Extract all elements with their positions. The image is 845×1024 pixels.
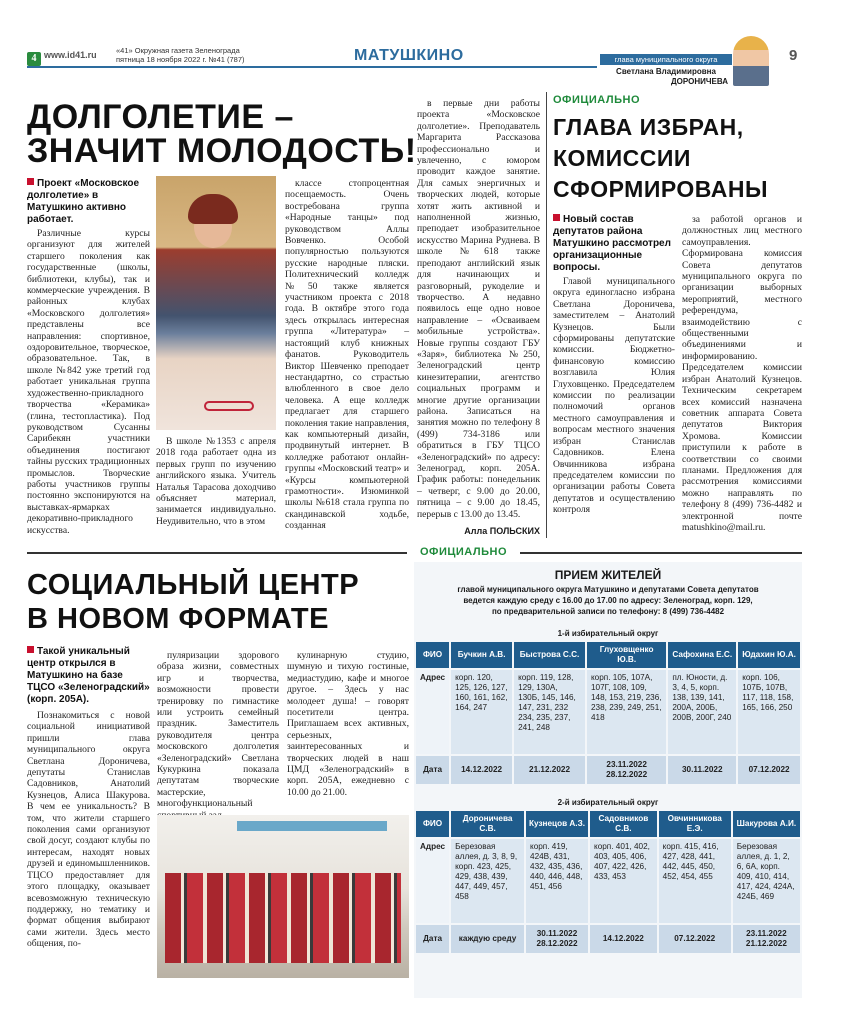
date-cell: каждую среду xyxy=(451,925,524,953)
reception-sub1: главой муниципального округа Матушкино и депутатами Совета депутатов xyxy=(457,585,759,594)
deputy-name: Глуховщенко Ю.В. xyxy=(587,642,666,668)
address-label: Адрес xyxy=(416,670,449,754)
reception-title: ПРИЕМ ЖИТЕЛЕЙ xyxy=(554,568,662,582)
photo-hair xyxy=(188,194,238,224)
article1-col3-text: классе стопроцентная посещаемость. Очень востребована группа «Народные танцы» под руководством Аллы Вовченко. Особой популярностью пользуются русские народные пляски. Политехнический колледж №50 также является участником проекта с 2018 года. В октябре этого года здесь открылась интересная группа «Литература» – настоящий клуб книжных фанатов. Руководитель Виктор Шевченко преподает нестандартно, со страстью влюбленного в свое дело человека. А еще колледж предлагает для старшего поколения такие направления, как компьютерный дизайн, продвинутый интернет. В колледже работают онлайн-группы «Московский театр» и «Курсы компьютерной грамотности». Изюминкой школы №618 стала группа по скандинавской ходьбе, созданная xyxy=(285,178,409,532)
section-rule-left xyxy=(27,552,407,554)
address-cell: корп. 119, 128, 129, 130А, 130Б, 145, 146, 147, 231, 232 234, 235, 237, 241, 248 xyxy=(514,670,585,754)
address-cell: корп. 105, 107А, 107Г, 108, 109, 148, 153, 219, 236, 238, 239, 249, 251, 418 xyxy=(587,670,666,754)
article1-title-line2: ЗНАЧИТ МОЛОДОСТЬ! xyxy=(27,132,417,170)
choir-photo xyxy=(157,815,409,978)
article2-title-line3: СФОРМИРОВАНЫ xyxy=(553,176,768,202)
deputy-name: Бучкин А.В. xyxy=(451,642,512,668)
reception-block xyxy=(414,562,802,998)
table-row xyxy=(416,925,800,953)
date-cell: 23.11.2022 21.12.2022 xyxy=(733,925,800,953)
article3-col2-text: пуляризации здорового образа жизни, совместных игр и творчества, возможности провести тренировку по гимнастике или устроить семейный праздник. Заместитель руководителя центра московского долголетия «Зеленоградский» Светлана Кукуркина показала депутатам творческие мастерские, многофункциональный xyxy=(157,650,279,810)
article2-title-line1: ГЛАВА ИЗБРАН, xyxy=(553,114,744,140)
paper-line-1: «41» Окружная газета Зеленограда xyxy=(116,46,240,55)
date-cell: 23.11.2022 28.12.2022 xyxy=(587,756,666,784)
address-cell: пл. Юности, д. 3, 4, 5, корп. 138, 139, 141, 200А, 200Б, 200В, 200Г, 240 xyxy=(668,670,736,754)
deputy-name: Юдахин Ю.А. xyxy=(738,642,800,668)
article3-col3-text: кулинарную студию, шумную и тихую гостиные, медиастудию, кафе и многое другое. – Здесь у нас молодеет душа! – говорят посетители центра. Приглашаем всех активных, серьезных, заинтересованных и творческих людей в наш ЦМД «Зеленоградский» в корп. 205А, ежедневно с 10.00 до 21.00. xyxy=(287,650,409,798)
table-row xyxy=(416,811,800,837)
deputy-name: Дороничева С.В. xyxy=(451,811,524,837)
article2-col2 xyxy=(682,214,802,538)
district2-table xyxy=(414,809,802,955)
article2-rubric: ОФИЦИАЛЬНО xyxy=(553,94,640,106)
address-cell: Березовая аллея, д. 1, 2, 6, 6А, корп. 409, 410, 414, 417, 424, 424А, 424Б, 469 xyxy=(733,839,800,923)
photo-banner xyxy=(237,821,387,831)
person-box xyxy=(600,54,770,88)
address-label: Адрес xyxy=(416,839,449,923)
person-role: глава муниципального округа xyxy=(600,54,732,65)
date-cell: 07.12.2022 xyxy=(659,925,731,953)
section-title: МАТУШКИНО xyxy=(354,47,464,64)
article2-lead xyxy=(553,214,675,274)
article3-lead-text: Такой уникальный центр открылся в Матушкино на базе ТЦСО «Зеленоградский» (корп. 205А). xyxy=(27,646,150,705)
logo xyxy=(27,48,41,66)
article1-col4-text: в первые дни работы проекта «Московское долголетие». Преподаватель Маргарита Рассказова профессионально и увлеченно, с юмором проводит каждое занятие. Для самых энергичных и творческих людей, которые хотят жить активной и наполненной жизнью, преподает изобразительное искусство Марина Руднева. В школе №618 также преподают английский язык для начинающих и разговорный, рукоделие и творчество. А недавно появилось еще одно новое направление – «Осваиваем мобильные устройства». Новые группы создают ГБУ «Заря», библиотека №250, Зеленоградский центр кинезитерапии, агентство социальных программ и многие другие организации района. Записаться на занятия можно по телефону 8 (499) 734-3186 или обратиться в ГБУ ТЦСО «Зеленоградский» по адресу: Зеленоград, корп. 205А. График работы: понедельник – четверг, с 9.00 до 20.00, пятница – с 9.00 до 18.45, перерыв с 13.00 до 13.45. xyxy=(417,98,540,520)
glasses-icon xyxy=(204,401,254,411)
section-rule-right xyxy=(520,552,802,554)
article1-lead-text: Проект «Московское долголетие» в Матушкино активно работает. xyxy=(27,178,140,225)
table1-caption: 1-й избирательный округ xyxy=(557,629,659,638)
lead-marker-icon xyxy=(553,214,560,221)
table-row xyxy=(416,642,800,668)
address-cell: корп. 419, 424В, 431, 432, 435, 436, 440, 446, 448, 451, 456 xyxy=(526,839,588,923)
address-cell: Березовая аллея, д. 3, 8, 9, корп. 423, 425, 429, 438, 439, 447, 449, 457, 458 xyxy=(451,839,524,923)
date-cell: 30.11.2022 xyxy=(668,756,736,784)
page-number: 9 xyxy=(789,47,798,64)
article2-title-line2: КОМИССИИ xyxy=(553,145,691,171)
article3-lead xyxy=(27,646,150,706)
fio-label: ФИО xyxy=(416,811,449,837)
date-cell: 30.11.2022 28.12.2022 xyxy=(526,925,588,953)
deputy-name: Овчинникова Е.Э. xyxy=(659,811,731,837)
reception-sub2: ведется каждую среду с 16.00 до 17.00 по адресу: Зеленоград, корп. 129, xyxy=(463,596,753,605)
table-row xyxy=(416,756,800,784)
article2-lead-text: Новый состав депутатов района Матушкино рассмотрел организационные вопросы. xyxy=(553,214,671,273)
photo-figures xyxy=(165,873,401,963)
article1-col2-text: В школе №1353 с апреля 2018 года работает одна из первых групп по изучению английского языка. Учитель Наталья Тарасова доходчиво объясняет материал, занимается индивидуально. Неудивительно, что в этом xyxy=(156,436,276,527)
deputy-name: Сафохина Е.С. xyxy=(668,642,736,668)
article2-col1-text: Главой муниципального округа единогласно избрана Светлана Дороничева, заместителем – Анатолий Кузнецов. Были сформированы депутатские комиссии. Бюджетно-финансовую комиссию возглавила Юлия Глуховщенко. Председателем комиссии по реализации полномочий органов местного самоуправления и вопросам местного значения избран Станислав Садовников. Елена Овчинникова избрана председателем комиссии по организации работы Совета депутатов и осуществлению контроля xyxy=(553,276,675,516)
date-cell: 14.12.2022 xyxy=(590,925,657,953)
address-cell: корп. 120, 125, 126, 127, 160, 161, 162, 164, 247 xyxy=(451,670,512,754)
date-cell: 21.12.2022 xyxy=(514,756,585,784)
article2-col2-text: за работой органов и должностных лиц местного самоуправления. Сформирована комиссия Совета депутатов муниципального округа по организации выборных мероприятий, местного референдума, взаимодействию с общественными объединениями и информированию. Председателем комиссии избран Анатолий Кузнецов. Техническим секретарем всех комиссий назначена советник аппарата Совета депутатов Виктория Хромова. Комиссии приступили к работе в соответствии со своими планами. Предложения для рассмотрения комиссиями можно направлять по телефону 8 (499) 736-4482 и электронной почте matushkino@mail.ru. xyxy=(682,214,802,533)
reception-sub3: по предварительной записи по телефону: 8 (499) 736-4482 xyxy=(491,607,725,616)
lead-marker-icon xyxy=(27,646,34,653)
deputy-name: Шакурова А.И. xyxy=(733,811,800,837)
site-url: www.id41.ru xyxy=(44,50,97,60)
page-header xyxy=(0,0,845,92)
article3-col2 xyxy=(157,650,279,812)
paper-line-2: пятница 18 ноября 2022 г. №41 (787) xyxy=(116,55,245,64)
article2-col1 xyxy=(553,276,675,538)
date-cell: 14.12.2022 xyxy=(451,756,512,784)
article3-col1-text: Познакомиться с новой социальной инициативой пришли глава муниципального округа Светлана Дороничева, депутаты Станислав Садовников, Анатолий Кузнецов, Алиса Шакурова. В чем ее уникальность? В том, что жители старшего поколения сами организуют свой досуг, создают клубы по интересам, находят новых друзей и единомышленников. ТЦСО предоставляет для этого площадку, оказывает всевозможную техническую поддержку, но тематику и формат общения выбирают сами жители. Здесь место общения, по- xyxy=(27,710,150,950)
person-photo xyxy=(733,36,769,86)
article3-title-line1: СОЦИАЛЬНЫЙ ЦЕНТР xyxy=(27,569,360,601)
column-divider xyxy=(546,92,547,538)
date-cell: 07.12.2022 xyxy=(738,756,800,784)
article1-col3 xyxy=(285,178,409,538)
ceramics-photo xyxy=(156,176,276,430)
article3-col3 xyxy=(287,650,409,812)
address-cell: корп. 106, 107Б, 107В, 117, 118, 158, 165, 166, 250 xyxy=(738,670,800,754)
fio-label: ФИО xyxy=(416,642,449,668)
reception-rubric: ОФИЦИАЛЬНО xyxy=(420,546,507,558)
person-name-2: ДОРОНИЧЕВА xyxy=(670,77,728,86)
article1-lead xyxy=(27,178,150,226)
deputy-name: Кузнецов А.З. xyxy=(526,811,588,837)
logo-mark: 4 xyxy=(27,52,41,66)
article1-col4 xyxy=(417,98,540,526)
article1-title-line1: ДОЛГОЛЕТИЕ – xyxy=(27,98,294,136)
article1-col1 xyxy=(27,228,150,538)
person-name-1: Светлана Владимировна xyxy=(616,67,716,76)
table2-caption: 2-й избирательный округ xyxy=(557,798,659,807)
table-row xyxy=(416,670,800,754)
address-cell: корп. 415, 416, 427, 428, 441, 442, 445, 450, 452, 454, 455 xyxy=(659,839,731,923)
deputy-name: Быстрова С.С. xyxy=(514,642,585,668)
date-label: Дата xyxy=(416,925,449,953)
article1-col2 xyxy=(156,436,276,538)
district1-table xyxy=(414,640,802,786)
header-rule xyxy=(27,66,597,68)
date-label: Дата xyxy=(416,756,449,784)
deputy-name: Садовников С.В. xyxy=(590,811,657,837)
article3-title-line2: В НОВОМ ФОРМАТЕ xyxy=(27,603,329,635)
article1-author: Алла ПОЛЬСКИХ xyxy=(464,526,540,536)
table-row xyxy=(416,839,800,923)
address-cell: корп. 401, 402, 403, 405, 406, 407, 422, 426, 433, 453 xyxy=(590,839,657,923)
article3-col1 xyxy=(27,710,150,980)
lead-marker-icon xyxy=(27,178,34,185)
article1-col1-text: Различные курсы организуют для жителей старшего поколения как государственные (школы, библиотеки, клубы), так и коммерческие учреждения. В районных клубах «Московского долголетия» представлены все направления: спортивное, оздоровительное, творческое, образовательное. Так, в школе №842 уже третий год работает уникальная группа художественно-прикладного творчества «Керамика» (глина, тестопластика). Под руководством Сусанны Сарибекян участники объединения постигают тайны русских традиционных промыслов. Творческие работы участников группы постоянно экспонируются на выставках-ярмарках декоративно-прикладного искусства. xyxy=(27,228,150,536)
